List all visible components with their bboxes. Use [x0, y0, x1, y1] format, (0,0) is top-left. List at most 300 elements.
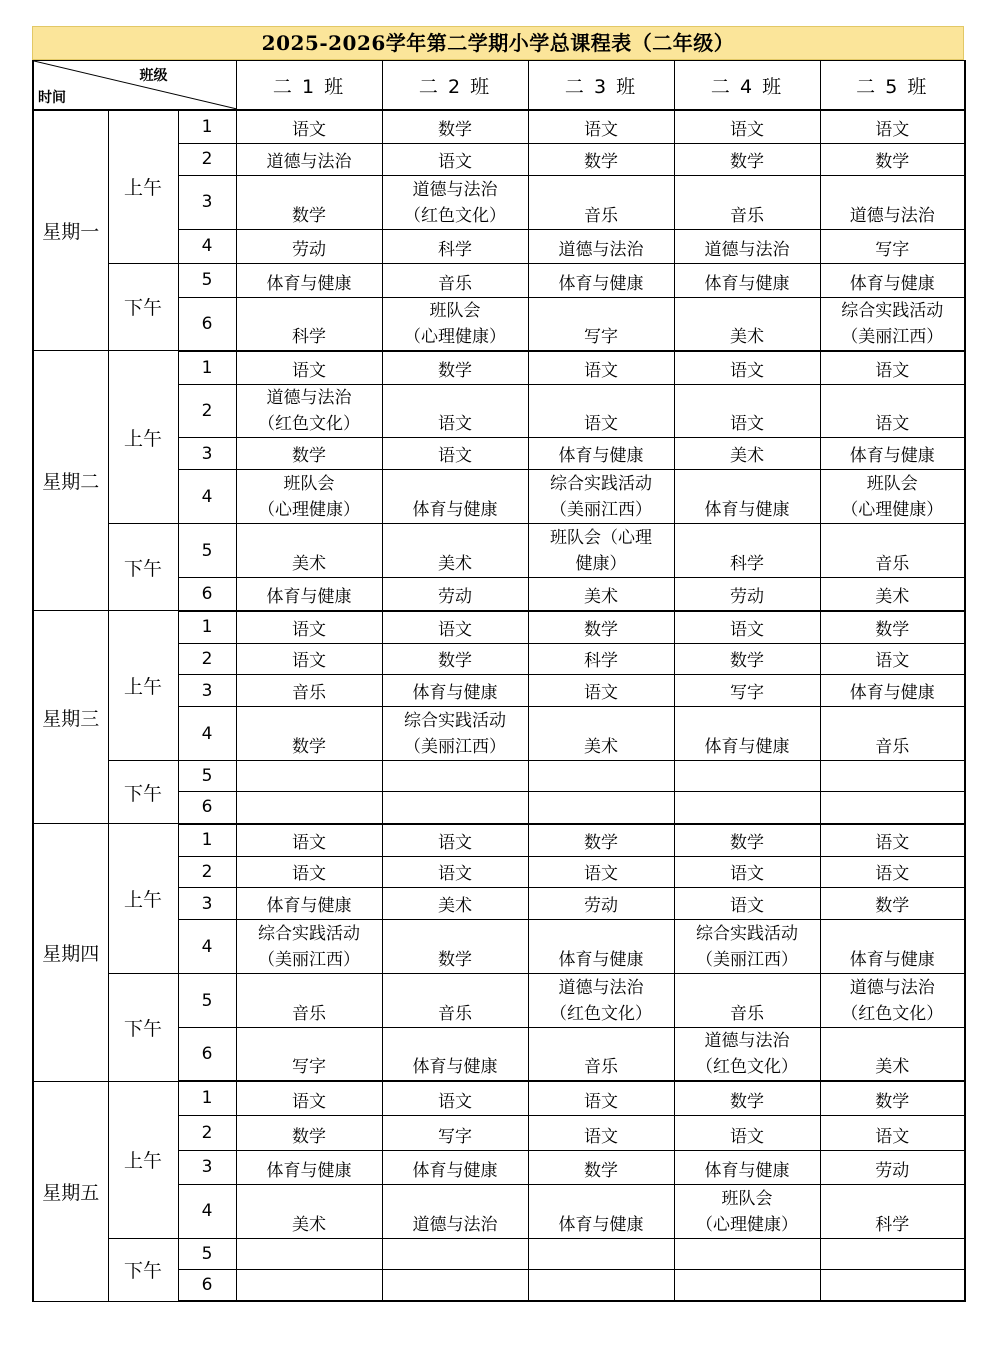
course-name: 美术 [875, 586, 910, 607]
course-name: （红色文化） [258, 414, 360, 434]
course-cell [382, 1150, 528, 1184]
course-cell [236, 1184, 382, 1238]
course-cell [674, 857, 820, 888]
course-cell [820, 229, 965, 263]
period-number: 2 [178, 1115, 236, 1150]
course-cell [382, 175, 528, 229]
course-name: 体育与健康 [412, 1057, 498, 1077]
course-cell [528, 1269, 674, 1301]
course-cell [528, 792, 674, 824]
course-name: 健康） [575, 554, 627, 574]
course-name: （美丽江西） [258, 950, 360, 970]
period-row [33, 1238, 965, 1269]
course-cell [674, 578, 820, 611]
course-name: 语文 [730, 896, 764, 916]
course-name: 道德与法治 [849, 205, 935, 226]
course-cell [820, 110, 965, 143]
course-name: 美术 [730, 326, 764, 347]
period-number: 1 [178, 110, 236, 143]
course-cell [528, 1184, 674, 1238]
course-cell [674, 974, 820, 1028]
period-number: 5 [178, 761, 236, 792]
course-cell [528, 385, 674, 438]
course-cell [236, 351, 382, 385]
corner-cell [33, 61, 236, 111]
afternoon-label: 下午 [108, 1238, 178, 1301]
course-cell [236, 761, 382, 792]
course-cell [820, 888, 965, 920]
course-name: 体育与健康 [412, 683, 498, 703]
course-name: 数学 [438, 651, 472, 671]
course-cell [528, 888, 674, 920]
course-cell [528, 1028, 674, 1082]
course-cell [236, 974, 382, 1028]
course-name: 体育与健康 [558, 950, 644, 970]
course-name: 道德与法治 [412, 179, 498, 200]
course-cell [820, 524, 965, 578]
course-name: 道德与法治 [558, 978, 644, 998]
course-cell [674, 1269, 820, 1301]
course-cell [528, 578, 674, 611]
course-name: 体育与健康 [412, 1160, 498, 1181]
course-name: 数学 [875, 896, 910, 916]
course-name: （心理健康） [404, 326, 506, 347]
course-cell [236, 1150, 382, 1184]
course-name: 音乐 [292, 683, 326, 703]
period-number: 5 [178, 1238, 236, 1269]
course-name: 数学 [438, 950, 472, 970]
course-cell [528, 611, 674, 644]
course-name: 写字 [584, 326, 618, 347]
course-name: 道德与法治 [849, 978, 935, 998]
course-name: 劳动 [730, 586, 764, 607]
course-name: 语文 [584, 414, 618, 434]
course-cell [382, 707, 528, 761]
course-name: 音乐 [292, 1004, 326, 1024]
course-cell [382, 229, 528, 263]
course-cell [236, 824, 382, 857]
course-name: 语文 [292, 864, 326, 884]
course-name: 体育与健康 [266, 1160, 352, 1181]
course-cell [528, 824, 674, 857]
course-name: 综合实践活动 [404, 711, 506, 731]
course-name: 数学 [730, 151, 764, 172]
course-name: （心理健康） [841, 500, 944, 520]
course-cell [236, 524, 382, 578]
course-name: 综合实践活动 [550, 474, 652, 494]
course-cell [674, 675, 820, 707]
course-name: 数学 [584, 833, 618, 853]
period-number: 1 [178, 1081, 236, 1115]
schedule-title: 2025-2026学年第二学期小学总课程表（二年级） [32, 26, 964, 60]
period-number: 6 [178, 1269, 236, 1301]
course-cell [382, 385, 528, 438]
class-header: 二 4 班 [674, 61, 820, 111]
course-name: （心理健康） [696, 1214, 798, 1235]
course-name: 劳动 [438, 586, 472, 607]
course-name: 语文 [292, 119, 326, 140]
course-cell [674, 1028, 820, 1082]
course-name: （红色文化） [841, 1004, 944, 1024]
course-name: 语文 [292, 833, 326, 853]
course-cell [236, 438, 382, 470]
course-cell [528, 707, 674, 761]
course-cell [528, 644, 674, 675]
course-name: 美术 [584, 586, 618, 607]
course-name: 道德与法治 [266, 388, 352, 408]
course-name: 班队会 [721, 1188, 773, 1209]
course-cell [236, 297, 382, 351]
morning-label: 上午 [108, 110, 178, 263]
course-cell [820, 611, 965, 644]
course-name: 数学 [438, 361, 472, 381]
course-name: 语文 [584, 864, 618, 884]
course-name: 写字 [438, 1126, 472, 1147]
course-cell [382, 974, 528, 1028]
course-name: （美丽江西） [841, 326, 944, 347]
course-cell [236, 707, 382, 761]
course-cell [820, 175, 965, 229]
course-name: 语文 [875, 119, 910, 140]
course-name: 音乐 [438, 273, 472, 294]
course-name: 美术 [584, 737, 618, 757]
course-name: 体育与健康 [558, 446, 644, 466]
course-cell [528, 297, 674, 351]
course-name: 数学 [584, 151, 618, 172]
period-number: 3 [178, 438, 236, 470]
course-name: 综合实践活动 [841, 300, 944, 321]
course-name: 劳动 [875, 1160, 910, 1181]
course-name: 班队会 [283, 474, 335, 494]
course-cell [382, 611, 528, 644]
course-name: （美丽江西） [550, 500, 652, 520]
course-cell [674, 761, 820, 792]
afternoon-label: 下午 [108, 974, 178, 1082]
course-name: 美术 [438, 896, 472, 916]
period-number: 2 [178, 644, 236, 675]
course-cell [674, 707, 820, 761]
course-name: 数学 [292, 205, 326, 226]
period-row [33, 611, 965, 644]
course-name: 数学 [584, 1160, 618, 1181]
course-name: 语文 [584, 361, 618, 381]
morning-label: 上午 [108, 824, 178, 974]
course-cell [236, 470, 382, 524]
period-row [33, 761, 965, 792]
course-name: 语文 [438, 1091, 472, 1112]
course-cell [236, 110, 382, 143]
course-name: 道德与法治 [704, 239, 790, 260]
course-cell [528, 110, 674, 143]
course-name: 语文 [292, 620, 326, 640]
period-number: 6 [178, 1028, 236, 1082]
course-cell [236, 1115, 382, 1150]
course-cell [382, 1115, 528, 1150]
course-cell [528, 974, 674, 1028]
period-number: 1 [178, 351, 236, 385]
course-cell [820, 470, 965, 524]
period-row [33, 524, 965, 578]
morning-label: 上午 [108, 1081, 178, 1238]
course-name: 体育与健康 [849, 446, 935, 466]
course-name: 语文 [438, 151, 472, 172]
class-header: 二 2 班 [382, 61, 528, 111]
course-name: 音乐 [730, 1004, 764, 1024]
course-cell [820, 644, 965, 675]
course-cell [236, 644, 382, 675]
course-cell [236, 888, 382, 920]
course-cell [236, 229, 382, 263]
course-cell [236, 143, 382, 175]
course-cell [236, 578, 382, 611]
course-cell [382, 297, 528, 351]
course-cell [236, 1238, 382, 1269]
course-name: 体育与健康 [558, 1214, 644, 1235]
course-name: 劳动 [292, 239, 326, 260]
course-name: 体育与健康 [266, 586, 352, 607]
class-header: 二 1 班 [236, 61, 382, 111]
period-number: 4 [178, 229, 236, 263]
course-name: 体育与健康 [704, 273, 790, 294]
course-cell [382, 1184, 528, 1238]
course-name: 体育与健康 [704, 500, 790, 520]
course-name: 科学 [730, 554, 764, 574]
course-cell [674, 1150, 820, 1184]
course-cell [820, 438, 965, 470]
course-cell [674, 611, 820, 644]
period-row [33, 263, 965, 297]
course-name: 综合实践活动 [696, 924, 798, 944]
course-name: 体育与健康 [704, 1160, 790, 1181]
course-name: 语文 [584, 1091, 618, 1112]
period-row [33, 974, 965, 1028]
course-name: 音乐 [875, 737, 910, 757]
course-cell [820, 1238, 965, 1269]
period-number: 1 [178, 611, 236, 644]
course-name: 班队会（心理 [550, 528, 652, 548]
course-name: 体育与健康 [412, 500, 498, 520]
period-row [33, 824, 965, 857]
period-row [33, 1081, 965, 1115]
morning-label: 上午 [108, 611, 178, 761]
course-cell [820, 824, 965, 857]
schedule-table [32, 60, 966, 1302]
course-cell [674, 920, 820, 974]
course-name: 体育与健康 [266, 896, 352, 916]
course-name: 语文 [438, 414, 472, 434]
course-cell [528, 263, 674, 297]
period-row [33, 110, 965, 143]
course-name: 音乐 [438, 1004, 472, 1024]
course-name: 数学 [292, 1126, 326, 1147]
course-cell [674, 470, 820, 524]
course-name: 体育与健康 [849, 683, 935, 703]
course-cell [382, 263, 528, 297]
course-name: 美术 [875, 1057, 910, 1077]
course-name: 综合实践活动 [258, 924, 360, 944]
course-name: （心理健康） [258, 500, 360, 520]
course-cell [236, 385, 382, 438]
course-cell [820, 1115, 965, 1150]
course-cell [674, 175, 820, 229]
course-cell [236, 1081, 382, 1115]
course-cell [236, 1269, 382, 1301]
course-cell [382, 110, 528, 143]
period-row [33, 351, 965, 385]
course-cell [382, 351, 528, 385]
course-cell [382, 578, 528, 611]
course-cell [236, 857, 382, 888]
course-cell [382, 824, 528, 857]
course-name: 体育与健康 [849, 950, 935, 970]
course-name: 语文 [730, 414, 764, 434]
course-name: 美术 [292, 1214, 326, 1235]
course-cell [528, 675, 674, 707]
course-name: 道德与法治 [558, 239, 644, 260]
course-cell [528, 175, 674, 229]
course-cell [236, 792, 382, 824]
period-number: 6 [178, 297, 236, 351]
course-name: 语文 [730, 864, 764, 884]
course-cell [382, 675, 528, 707]
course-cell [820, 920, 965, 974]
course-name: （红色文化） [550, 1004, 652, 1024]
course-name: 科学 [438, 239, 472, 260]
course-cell [820, 297, 965, 351]
course-cell [674, 110, 820, 143]
course-name: 美术 [438, 554, 472, 574]
morning-label: 上午 [108, 351, 178, 524]
course-name: 班队会 [429, 300, 481, 321]
course-name: 写字 [730, 683, 764, 703]
day-label: 星期五 [33, 1081, 108, 1301]
course-cell [528, 920, 674, 974]
course-cell [382, 644, 528, 675]
course-cell [674, 438, 820, 470]
course-cell [382, 1238, 528, 1269]
course-cell [236, 675, 382, 707]
course-name: 语文 [438, 446, 472, 466]
period-number: 5 [178, 974, 236, 1028]
course-cell [820, 974, 965, 1028]
afternoon-label: 下午 [108, 263, 178, 351]
course-cell [674, 297, 820, 351]
course-name: 体育与健康 [849, 273, 935, 294]
period-number: 3 [178, 1150, 236, 1184]
day-label: 星期四 [33, 824, 108, 1082]
course-cell [674, 351, 820, 385]
corner-label-class: 班级 [139, 68, 168, 84]
course-name: 写字 [875, 239, 910, 260]
corner-label-time: 时间 [38, 90, 66, 106]
course-cell [674, 385, 820, 438]
course-name: 语文 [584, 119, 618, 140]
day-label: 星期三 [33, 611, 108, 824]
course-name: 科学 [875, 1214, 910, 1235]
course-cell [382, 1028, 528, 1082]
course-cell [382, 1081, 528, 1115]
course-name: 语文 [875, 414, 910, 434]
course-cell [528, 761, 674, 792]
course-cell [528, 229, 674, 263]
course-cell [820, 143, 965, 175]
course-name: 体育与健康 [704, 737, 790, 757]
course-cell [528, 1081, 674, 1115]
course-cell [820, 1028, 965, 1082]
course-cell [820, 578, 965, 611]
course-name: 道德与法治 [266, 151, 352, 172]
course-cell [528, 143, 674, 175]
course-name: 语文 [730, 119, 764, 140]
period-number: 4 [178, 707, 236, 761]
course-name: 班队会 [866, 474, 918, 494]
course-name: 科学 [584, 651, 618, 671]
period-number: 2 [178, 385, 236, 438]
period-number: 3 [178, 675, 236, 707]
course-name: 道德与法治 [412, 1214, 498, 1235]
course-name: 数学 [584, 620, 618, 640]
course-name: 语文 [438, 833, 472, 853]
course-cell [674, 143, 820, 175]
course-cell [674, 1238, 820, 1269]
course-name: 语文 [875, 651, 910, 671]
course-name: 道德与法治 [704, 1031, 790, 1051]
course-name: 写字 [292, 1057, 326, 1077]
course-name: 数学 [292, 446, 326, 466]
period-number: 3 [178, 175, 236, 229]
course-cell [820, 761, 965, 792]
course-name: （美丽江西） [404, 737, 506, 757]
header-row [33, 61, 965, 111]
period-number: 5 [178, 524, 236, 578]
period-number: 4 [178, 470, 236, 524]
course-name: 语文 [730, 620, 764, 640]
course-cell [820, 1269, 965, 1301]
course-name: 美术 [730, 446, 764, 466]
course-name: 数学 [438, 119, 472, 140]
course-cell [528, 438, 674, 470]
course-cell [382, 857, 528, 888]
course-cell [820, 1184, 965, 1238]
period-number: 6 [178, 578, 236, 611]
period-number: 4 [178, 920, 236, 974]
course-cell [382, 920, 528, 974]
course-name: 语文 [292, 361, 326, 381]
course-cell [382, 143, 528, 175]
course-name: 数学 [730, 1091, 764, 1112]
course-cell [674, 1115, 820, 1150]
course-cell [236, 175, 382, 229]
course-cell [674, 1184, 820, 1238]
course-cell [674, 888, 820, 920]
course-name: 语文 [730, 361, 764, 381]
course-cell [382, 888, 528, 920]
period-number: 1 [178, 824, 236, 857]
course-cell [528, 1150, 674, 1184]
course-cell [820, 792, 965, 824]
course-name: 音乐 [730, 205, 764, 226]
course-name: （红色文化） [404, 205, 506, 226]
course-cell [820, 1150, 965, 1184]
course-name: 语文 [730, 1126, 764, 1147]
course-cell [528, 470, 674, 524]
period-number: 2 [178, 857, 236, 888]
course-cell [528, 524, 674, 578]
course-name: 体育与健康 [266, 273, 352, 294]
course-name: 美术 [292, 554, 326, 574]
course-name: （红色文化） [696, 1057, 798, 1077]
course-cell [528, 857, 674, 888]
